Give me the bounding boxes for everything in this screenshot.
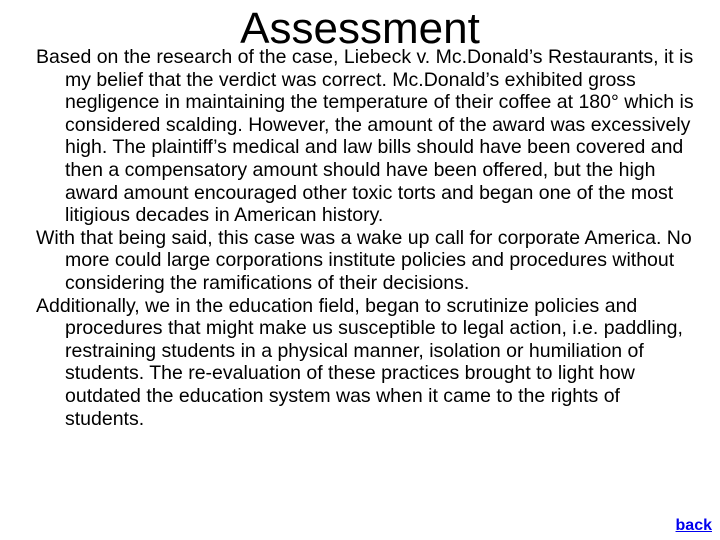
slide-title: Assessment	[240, 4, 480, 53]
back-link[interactable]: back	[675, 517, 712, 534]
paragraph-education: Additionally, we in the education field, began to scrutinize policies and procedures that might make us susceptible to legal action, i.e. paddling, restraining students in a physical manner, isolation or humiliation of students. The re-evaluation of these practices brought to light how outdated the education system was when it came to the rights of students.	[36, 294, 683, 430]
slide-body	[36, 46, 696, 430]
paragraph-wake-up-call: With that being said, this case was a wake up call for corporate America. No more could large corporations institute policies and procedures without considering the ramifications of their decisions.	[36, 226, 692, 294]
paragraph-verdict: Based on the research of the case, Liebeck v. Mc.Donald’s Restaurants, it is my belief that the verdict was correct. Mc.Donald’s exhibited gross negligence in maintaining the temperature of their coffee at 180° which is considered scalding. However, the amount of the award was excessively high. The plaintiff’s medical and law bills should have been covered and then a compensatory amount should have been offered, but the high award amount encouraged other toxic torts and began one of the most litigious decades in American history.	[36, 46, 694, 227]
